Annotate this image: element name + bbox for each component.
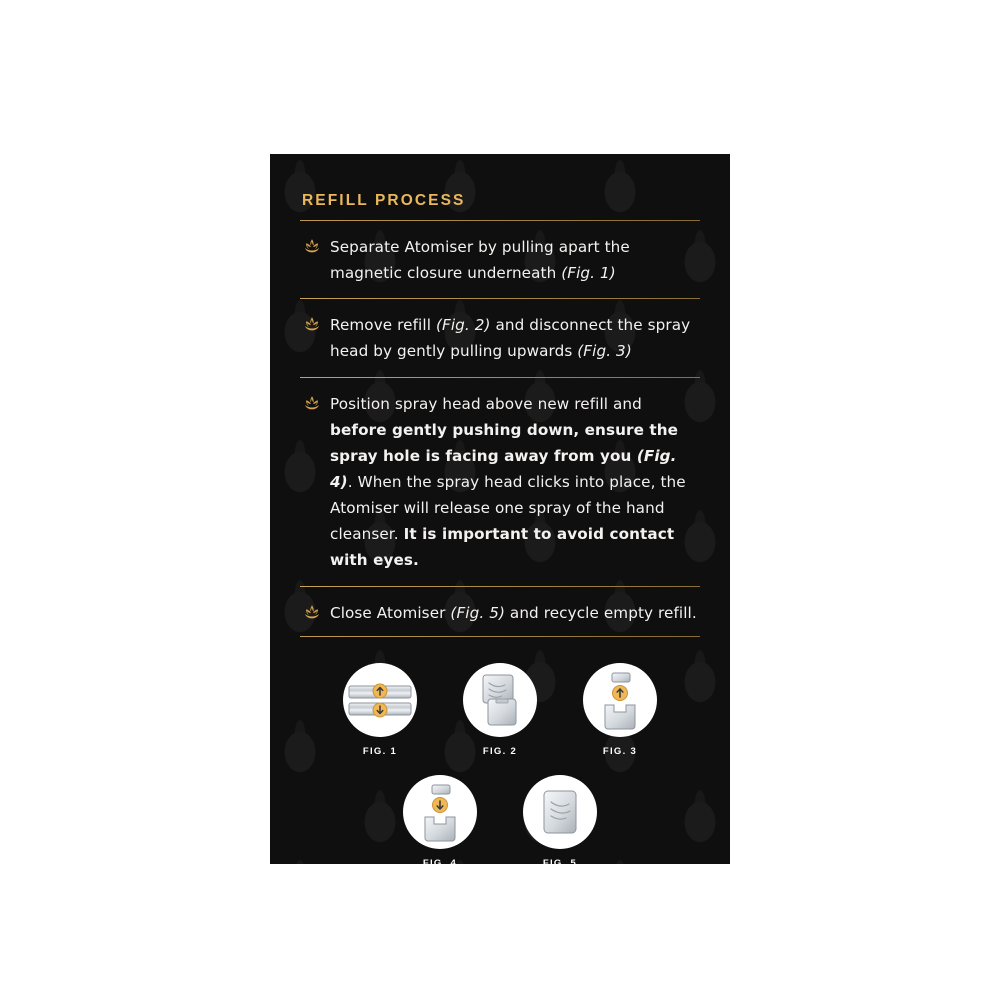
figure-label: FIG. 5 (542, 857, 578, 869)
step-text-part-bold-italic: (Fig. 4) (330, 446, 677, 491)
steps-bottom-divider (300, 636, 700, 637)
list-item (300, 299, 700, 377)
step-text-part-italic: (Fig. 5) (450, 603, 505, 622)
step-text-part: Remove refill (330, 316, 436, 335)
lotus-icon (302, 603, 322, 621)
list-item (300, 378, 700, 587)
step-text-part: Position spray head above new refill and (330, 394, 642, 413)
spray-head-push-down-icon (403, 775, 477, 849)
refill-process-card (270, 154, 730, 869)
figure-5 (520, 775, 600, 869)
step-text-part: . When the spray head clicks into place, the Atomiser will release one spray of the hand cleanser. (330, 472, 686, 544)
step-text-part-italic: (Fig. 1) (561, 264, 616, 283)
step-text-part: and disconnect the spray head by gently pulling upwards (330, 316, 691, 361)
step-text (330, 312, 700, 364)
figure-label: FIG. 2 (482, 745, 518, 757)
steps-list (300, 221, 700, 636)
figure-3 (580, 663, 660, 757)
figure-1 (340, 663, 420, 757)
figure-4 (400, 775, 480, 869)
title-divider (300, 220, 700, 221)
step-text-part-bold: It is important to avoid contact with eyes. (330, 525, 675, 570)
figure-label: FIG. 1 (362, 745, 398, 757)
lotus-icon (302, 315, 322, 333)
step-text-part: and recycle empty refill. (505, 603, 697, 622)
step-text-part-italic: (Fig. 2) (435, 316, 491, 335)
step-text (330, 391, 700, 574)
refill-remove-icon (463, 663, 537, 737)
figure-label: FIG. 3 (602, 745, 638, 757)
atomiser-separate-icon (343, 663, 417, 737)
step-text-part: Close Atomiser (330, 603, 451, 622)
figure-2 (460, 663, 540, 757)
atomiser-closed-icon (523, 775, 597, 849)
figure-row-1 (300, 663, 700, 757)
step-text (330, 600, 697, 626)
figure-row-2 (300, 775, 700, 869)
list-item (300, 587, 700, 636)
spray-head-pull-up-icon (583, 663, 657, 737)
step-text-part-italic: (Fig. 3) (577, 342, 632, 361)
page-title: REFILL PROCESS (302, 192, 466, 209)
lotus-icon (302, 394, 322, 412)
lotus-icon (302, 237, 322, 255)
step-text-part: Separate Atomiser by pulling apart the magnetic closure underneath (330, 238, 630, 283)
figure-gallery (300, 663, 700, 897)
card-content (270, 154, 730, 897)
figure-label: FIG. 4 (422, 857, 458, 869)
step-text-part-bold: before gently pushing down, ensure the spray hole is facing away from you (330, 420, 679, 465)
list-item (300, 221, 700, 299)
step-text (330, 234, 700, 286)
